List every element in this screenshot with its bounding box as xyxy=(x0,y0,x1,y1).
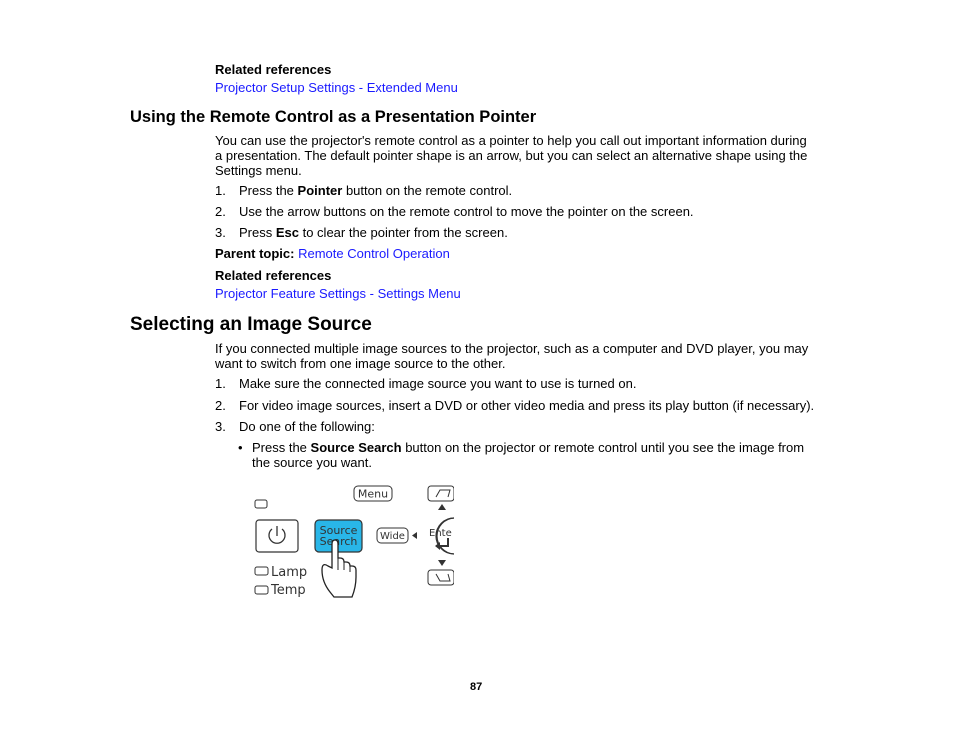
keystone-icon xyxy=(436,574,450,581)
step-text-bold: Esc xyxy=(275,225,299,240)
step-text-pre: Press the xyxy=(239,183,298,198)
related-references-heading: Related references xyxy=(215,268,332,283)
source-intro xyxy=(215,341,808,371)
source-intro-line: If you connected multiple image sources to the projector, such as a computer and DVD player, you may xyxy=(215,341,809,356)
lamp-indicator xyxy=(255,567,268,575)
step-text: Use the arrow buttons on the remote control to move the pointer on the screen. xyxy=(239,204,694,219)
pointer-step xyxy=(215,183,815,198)
keystone-down-button[interactable] xyxy=(428,570,454,585)
section-title-source: Selecting an Image Source xyxy=(130,314,372,335)
step-number: 1. xyxy=(215,183,226,198)
step-number: 3. xyxy=(215,419,226,434)
step-text-post: to clear the pointer from the screen. xyxy=(298,225,508,240)
page-number: 87 xyxy=(470,681,483,693)
parent-topic-label: Parent topic: xyxy=(215,246,295,261)
source-step xyxy=(215,376,835,391)
temp-label: Temp xyxy=(271,583,306,598)
link-remote-control-operation[interactable]: Remote Control Operation xyxy=(298,246,450,261)
bullet-line: the source you want. xyxy=(252,455,372,470)
source-search-label-2: Search xyxy=(319,535,358,548)
power-button[interactable] xyxy=(256,520,298,552)
link-projector-feature-settings[interactable]: Projector Feature Settings - Settings Menu xyxy=(215,286,461,301)
step-text-bold: Pointer xyxy=(297,183,343,198)
enter-label: Ente xyxy=(429,528,452,539)
down-arrow-icon xyxy=(438,560,446,566)
pointer-intro-line: Settings menu. xyxy=(215,163,302,178)
indicator-light xyxy=(255,500,267,508)
pointer-step xyxy=(215,225,815,240)
pointer-intro-line: You can use the projector's remote control as a pointer to help you call out important information during xyxy=(215,133,807,148)
step-text xyxy=(239,183,512,198)
link-projector-setup-extended[interactable]: Projector Setup Settings - Extended Menu xyxy=(215,80,458,95)
step-text: Make sure the connected image source you want to use is turned on. xyxy=(239,376,637,391)
keystone-icon xyxy=(436,490,450,497)
step-number: 1. xyxy=(215,376,226,391)
step-number: 2. xyxy=(215,204,226,219)
wide-button[interactable] xyxy=(377,528,408,543)
source-search-label-1: Source xyxy=(319,524,358,537)
bullet-line xyxy=(252,440,804,455)
step-text: For video image sources, insert a DVD or other video media and press its play button (if necessary). xyxy=(239,398,815,413)
source-intro-line: want to switch from one image source to the other. xyxy=(215,356,506,371)
pointer-intro-line: a presentation. The default pointer shape is an arrow, but you can select an alternative shape using the xyxy=(215,148,808,163)
bullet-text-bold: Source Search xyxy=(310,440,402,455)
temp-indicator xyxy=(255,586,268,594)
bullet-text-post: button on the projector or remote control until you see the image from xyxy=(401,440,805,455)
up-arrow-icon xyxy=(438,504,446,510)
source-step xyxy=(215,419,835,434)
step-text-post: button on the remote control. xyxy=(342,183,513,198)
source-step xyxy=(215,398,835,413)
pointer-step xyxy=(215,204,815,219)
keystone-up-button[interactable] xyxy=(428,486,454,501)
step-number: 3. xyxy=(215,225,226,240)
lamp-label: Lamp xyxy=(271,565,308,580)
menu-label: Menu xyxy=(357,487,389,501)
left-arrow-icon xyxy=(412,532,417,539)
power-icon xyxy=(269,526,285,543)
parent-topic xyxy=(215,246,450,261)
related-references-heading: Related references xyxy=(215,62,332,77)
wide-label: Wide xyxy=(380,531,405,542)
section-title-pointer: Using the Remote Control as a Presentation Pointer xyxy=(130,108,537,126)
bullet-mark: • xyxy=(238,440,243,455)
step-number: 2. xyxy=(215,398,226,413)
step-text xyxy=(239,225,508,240)
control-panel-illustration xyxy=(252,482,454,602)
enter-button[interactable] xyxy=(429,518,454,554)
bullet-text-pre: Press the xyxy=(252,440,311,455)
bullet-item xyxy=(238,440,805,470)
step-text-pre: Press xyxy=(239,225,276,240)
menu-button[interactable] xyxy=(354,486,392,501)
step-text: Do one of the following: xyxy=(239,419,375,434)
pointer-intro xyxy=(215,133,807,178)
